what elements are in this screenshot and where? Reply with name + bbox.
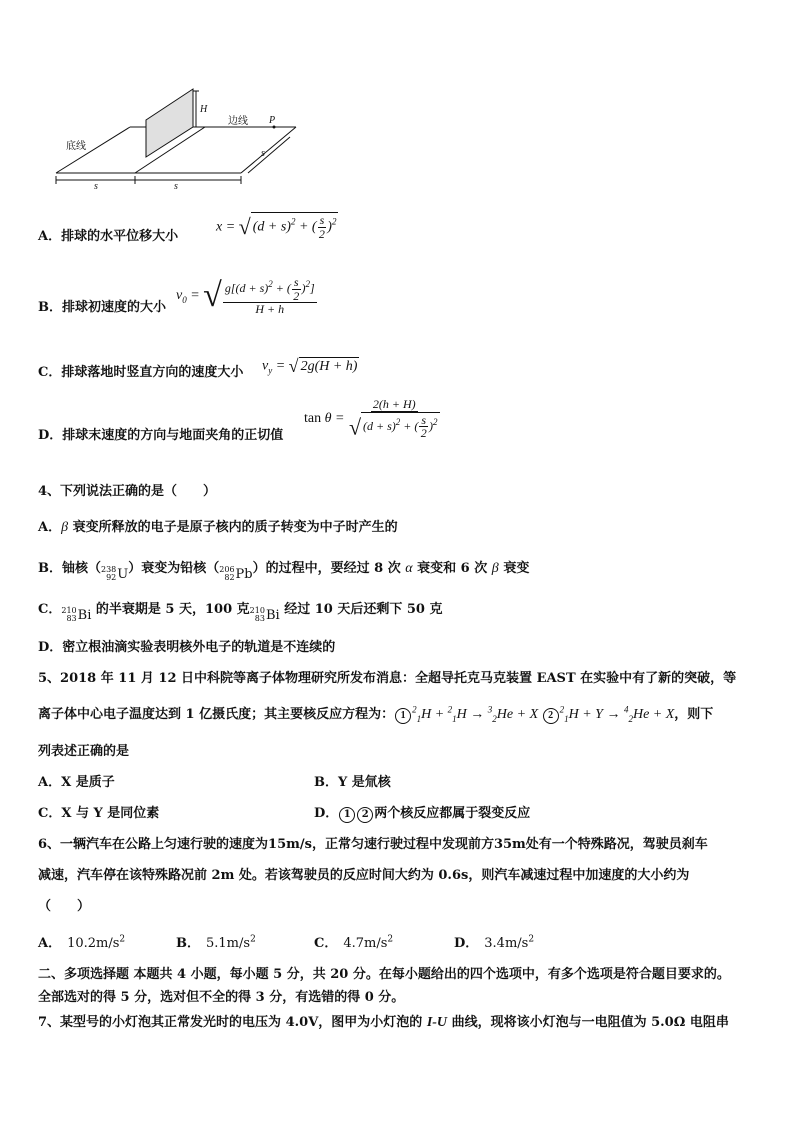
q3-option-c: C．排球落地时竖直方向的速度大小 bbox=[38, 365, 244, 380]
q6-option-d: D． $3.4m/s^2$ bbox=[454, 934, 535, 951]
label-h: H bbox=[200, 104, 208, 115]
q5-option-d: D． 1 2 两个核反应都属于裂变反应 bbox=[314, 806, 531, 821]
label-s-side: s bbox=[261, 148, 265, 159]
q6-line1: 6、一辆汽车在公路上匀速行驶的速度为15m/s，正常匀速行驶过程中发现前方35m处有一个特殊路况，驾驶员刹车 bbox=[38, 837, 708, 852]
q5-option-b: B．Y 是氚核 bbox=[314, 775, 391, 790]
q7-line1: 7、某型号的小灯泡其正常发光时的电压为 4.0V，图甲为小灯泡的 I-U 曲线，现将该小灯泡与一电阻值为 5.0Ω 电阻串 bbox=[38, 1015, 729, 1030]
q4-option-c: C． 210 83 Bi 的半衰期是 5 天，100 克 210 83 Bi 经过 10 天后还剩下 50 克 bbox=[38, 602, 443, 623]
q5-line1: 5、2018 年 11 月 12 日中科院等离子体物理研究所发布消息：全超导托克马克装置 EAST 在实验中有了新的突破，等 bbox=[38, 671, 737, 686]
section2-line1: 二、多项选择题 本题共 4 小题，每小题 5 分，共 20 分。在每小题给出的四个选项中，有多个选项是符合题目要求的。 bbox=[38, 967, 730, 982]
q4-option-d: D．密立根油滴实验表明核外电子的轨道是不连续的 bbox=[38, 640, 336, 655]
q3-option-b: B．排球初速度的大小 bbox=[38, 300, 166, 315]
q3-option-a-formula: x = √ $(d + s)^2$ + ( $\frac{s}{2}$ )$^2$ bbox=[216, 213, 337, 241]
q3-option-a: A．排球的水平位移大小 bbox=[38, 229, 179, 244]
label-p: P bbox=[269, 115, 276, 126]
q3-option-b-formula: $v_0$ = √ $g[(d + s)^2$ + ( $\frac{s}{2}$ )$^2$] H + h bbox=[176, 275, 315, 317]
q4-option-b: B．铀核（ 238 92 U）衰变为铅核（ 206 82 Pb）的过程中，要经过 8 次 α 衰变和 6 次 β 衰变 bbox=[38, 561, 530, 582]
q6-option-b: B． $5.1m/s^2$ bbox=[176, 934, 256, 951]
q3-option-c-formula: $v_y$ = √ 2g(H + h) bbox=[262, 356, 358, 376]
label-s-bottom-right: s bbox=[174, 181, 178, 192]
q4-option-a: A．β 衰变所释放的电子是原子核内的质子转变为中子时产生的 bbox=[38, 520, 398, 535]
q6-option-c: C． $4.7m/s^2$ bbox=[314, 934, 394, 951]
label-edge: 边线 bbox=[228, 116, 248, 127]
section2-line2: 全部选对的得 5 分，选对但不全的得 3 分，有选错的得 0 分。 bbox=[38, 990, 405, 1005]
q4-stem: 4、下列说法正确的是（ ） bbox=[38, 484, 217, 499]
q3-option-d-formula: tan θ = 2(h + H) √ $(d + s)^2$ + ( $\frac{s}{2}$ )$^2$ bbox=[304, 397, 438, 441]
q3-option-d: D．排球末速度的方向与地面夹角的正切值 bbox=[38, 428, 284, 443]
q6-line2: 减速，汽车停在该特殊路况前 2m 处。若该驾驶员的反应时间大约为 0.6s，则汽车减速过程中加速度的大小约为 bbox=[38, 868, 690, 883]
q5-option-c: C．X 与 Y 是同位素 bbox=[38, 806, 160, 821]
label-s-bottom-left: s bbox=[94, 181, 98, 192]
label-baseline: 底线 bbox=[66, 141, 86, 152]
q6-line3: （ ） bbox=[38, 899, 91, 914]
q5-line2: 离子体中心电子温度达到 1 亿摄氏度；其主要核反应方程为： $1^2_1H + ^2_1H \to ^3_2He + X$ $2^2_1H + Y \to ^4_2He + X$，则下 bbox=[38, 704, 714, 724]
q6-option-a: A． $10.2m/s^2$ bbox=[38, 934, 126, 951]
court-figure bbox=[50, 85, 310, 195]
q5-line3: 列表述正确的是 bbox=[38, 744, 130, 759]
q5-option-a: A．X 是质子 bbox=[38, 775, 115, 790]
